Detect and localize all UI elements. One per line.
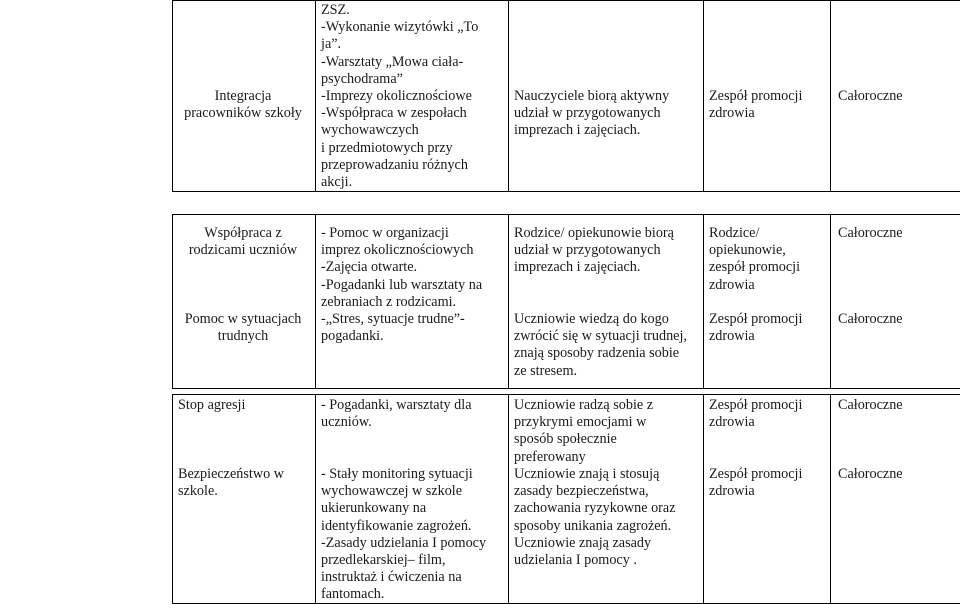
row-divider-1 — [172, 191, 960, 192]
row3-outcome-safety: Uczniowie znają i stosują zasady bezpieczeństwa, zachowania ryzykowne oraz sposoby unikania zagrożeń. Uczniowie znają zasady udzielania I pomocy . — [514, 466, 676, 569]
row2-area-cooperation: Współpraca z rodzicami uczniów — [188, 225, 298, 259]
row3-responsible-b: Zespół promocji zdrowia — [709, 466, 803, 500]
col-border-4c — [830, 394, 831, 604]
col-border-2b — [508, 214, 509, 389]
col-border-0c — [172, 394, 173, 604]
col-border-3c — [703, 394, 704, 604]
row2-outcome-parents: Rodzice/ opiekunowie biorą udział w przygotowanych imprezach i zajęciach. — [514, 225, 674, 276]
col-border-1b — [315, 214, 316, 389]
row2-responsible-team: Zespół promocji zdrowia — [709, 311, 803, 345]
row3-responsible-a: Zespół promocji zdrowia — [709, 397, 803, 431]
col-border-4b — [830, 214, 831, 389]
col-border-0b — [172, 214, 173, 389]
row3-term-b: Całoroczne — [838, 466, 903, 482]
row2-term-b: Całoroczne — [838, 311, 903, 327]
row2-tasks: - Pomoc w organizacji imprez okolicznościowych -Zajęcia otwarte. -Pogadanki lub warsztaty na zebraniach z rodzicami. -„Stres, sytuacje trudne”- pogadanki. — [321, 225, 483, 345]
row-divider-4 — [172, 394, 960, 395]
row1-tasks: ZSZ. -Wykonanie wizytówki „To ja”. -Warsztaty „Mowa ciała- psychodrama” -Imprezy okolicznościowe -Współpraca w zespołach wychowawczych i przedmiotowych przy przeprowadzaniu różnych akcji. — [321, 2, 479, 191]
col-border-3a — [703, 0, 704, 191]
col-border-2c — [508, 394, 509, 604]
row1-responsible: Zespół promocji zdrowia — [709, 88, 803, 122]
row1-outcome: Nauczyciele biorą aktywny udział w przygotowanych imprezach i zajęciach. — [514, 88, 670, 139]
col-border-2a — [508, 0, 509, 191]
row-divider-2 — [172, 214, 960, 215]
row2-outcome-students: Uczniowie wiedzą do kogo zwrócić się w sytuacji trudnej, znają sposoby radzenia sobie ze stresem. — [514, 311, 687, 379]
table-top-border — [172, 0, 960, 1]
col-border-1c — [315, 394, 316, 604]
col-border-4a — [830, 0, 831, 191]
row3-tasks-monitoring: - Stały monitoring sytuacji wychowawczej w szkole ukierunkowany na identyfikowanie zagrożeń. -Zasady udzielania I pomocy przedlekarskiej– film, instruktaż i ćwiczenia na fantomach. — [321, 466, 487, 603]
col-border-3b — [703, 214, 704, 389]
row3-area-stop-aggression: Stop agresji — [178, 397, 246, 413]
row1-area: Integracja pracowników szkoły — [184, 88, 302, 122]
col-border-0a — [172, 0, 173, 191]
row3-tasks-workshops: - Pogadanki, warsztaty dla uczniów. — [321, 397, 472, 431]
col-border-1a — [315, 0, 316, 191]
row2-area-difficult-situations: Pomoc w sytuacjach trudnych — [184, 311, 302, 345]
row3-outcome-emotions: Uczniowie radzą sobie z przykrymi emocjami w sposób społecznie preferowany — [514, 397, 654, 465]
row-divider-3 — [172, 388, 960, 389]
row2-responsible-parents: Rodzice/ opiekunowie, zespół promocji zdrowia — [709, 225, 801, 293]
row3-term-a: Całoroczne — [838, 397, 903, 413]
row1-term: Całoroczne — [838, 88, 903, 104]
row3-area-safety: Bezpieczeństwo w szkole. — [178, 466, 284, 500]
row2-term-a: Całoroczne — [838, 225, 903, 241]
